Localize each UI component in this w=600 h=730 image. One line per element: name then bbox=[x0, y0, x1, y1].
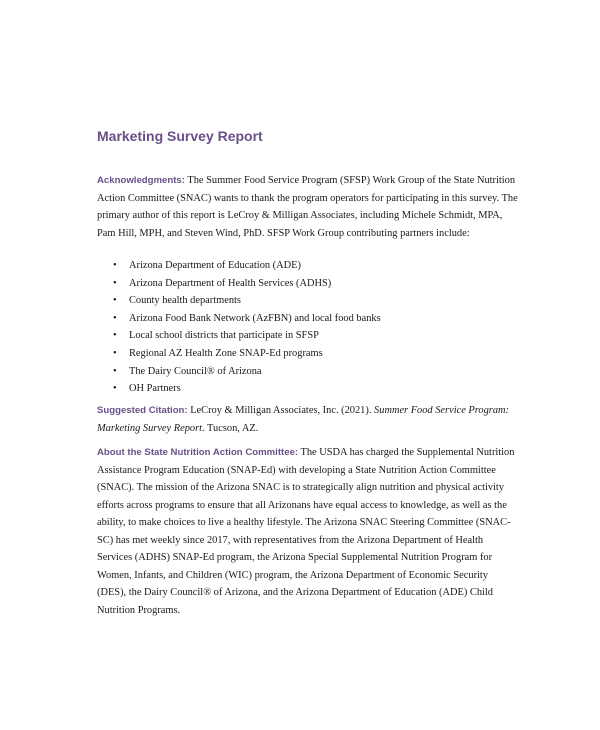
about-paragraph bbox=[97, 444, 519, 619]
acknowledgments-label: Acknowledgments: bbox=[97, 175, 185, 186]
citation-title: Summer Food Service Program: Marketing Survey Report bbox=[97, 405, 509, 434]
acknowledgments-text: The Summer Food Service Program (SFSP) Work Group of the State Nutrition Action Committee (SNAC) wants to thank the program operators for participating in this survey. The primary author of this report is LeCroy & Milligan Associates, including Michele Schmidt, MPA, Pam Hill, MPH, and Steven Wind, PhD. SFSP Work Group contributing partners include: bbox=[97, 175, 518, 239]
list-item: • OH Partners bbox=[97, 380, 381, 398]
list-item: • County health departments bbox=[97, 292, 381, 310]
citation-label: Suggested Citation: bbox=[97, 405, 188, 416]
list-item: • The Dairy Council® of Arizona bbox=[97, 363, 381, 381]
list-item: • Arizona Food Bank Network (AzFBN) and local food banks bbox=[97, 310, 381, 328]
list-item: • Arizona Department of Health Services (ADHS) bbox=[97, 275, 381, 293]
list-item: • Arizona Department of Education (ADE) bbox=[97, 257, 381, 275]
page-title: Marketing Survey Report bbox=[97, 128, 263, 144]
about-text: The USDA has charged the Supplemental Nutrition Assistance Program Education (SNAP-Ed) with developing a State Nutrition Action Committee (SNAC). The mission of the Arizona SNAC is to strategically align nutrition and physical activity efforts across programs to ensure that all Arizonans have equal access to knowledge, as well as the ability, to make choices to live a healthy lifestyle. The Arizona SNAC Steering Committee (SNAC-SC) has met weekly since 2017, with representatives from the Arizona Department of Health Services (ADHS) SNAP-Ed program, the Arizona Special Supplemental Nutrition Program for Women, Infants, and Children (WIC) program, the Arizona Department of Economic Security (DES), the Dairy Council® of Arizona, and the Arizona Department of Education (ADE) Child Nutrition Programs. bbox=[97, 447, 515, 616]
partners-list bbox=[97, 257, 381, 398]
citation-text: LeCroy & Milligan Associates, Inc. (2021). bbox=[187, 405, 375, 416]
about-label: About the State Nutrition Action Committee: bbox=[97, 447, 299, 458]
list-item: • Local school districts that participate in SFSP bbox=[97, 327, 381, 345]
citation-suffix: . Tucson, AZ. bbox=[202, 422, 259, 434]
list-item: • Regional AZ Health Zone SNAP-Ed programs bbox=[97, 345, 381, 363]
citation-paragraph bbox=[97, 402, 519, 437]
acknowledgments-paragraph bbox=[97, 172, 519, 242]
